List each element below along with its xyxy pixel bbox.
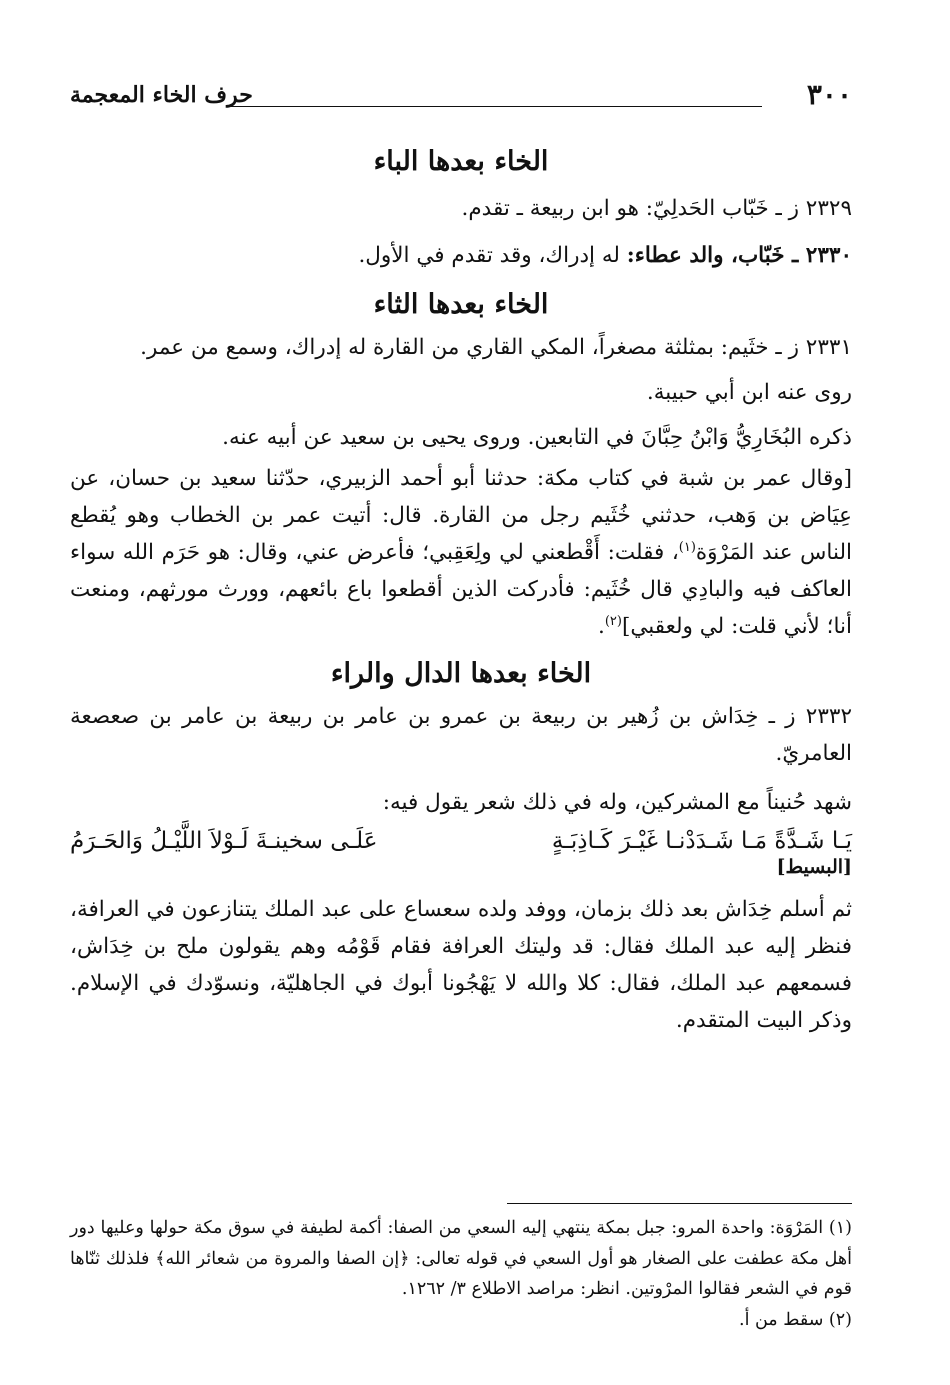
verse-first-hemistich: يَـا شَـدَّةً مَـا شَـدَدْنـا غَيْـرَ كَـاذِبَـةٍ — [551, 827, 852, 854]
verse-second-hemistich: عَلَـى سخينـةَ لَـوْلاَ اللَّيْـلُ وَالحَـرَمُ — [70, 827, 378, 854]
quote-main: [وقال عمر بن شبة في كتاب مكة: حدثنا أبو أحمد الزبيري، حدّثنا سعيد بن حسان، عن عِيَاض بن وَهب، حدثني خُثَيم رجل من القارة. قال: أتيت عمر بن الخطاب وهو يُقطع الناس عند المَرْوَة — [70, 465, 852, 565]
footnote-2: (٢) سقط من أ. — [739, 1309, 852, 1330]
book-page — [70, 78, 852, 1385]
running-title: حرف الخاء المعجمة — [70, 82, 253, 108]
section-heading-kha-tha: الخاء بعدها الثاء — [373, 288, 549, 320]
entry-2330 — [70, 238, 852, 275]
entry-2332-story: ثم أسلم خِدَاش بعد ذلك بزمان، ووفد ولده سعساع على عبد الملك يتنازعون في العرافة، فنظر إليه عبد الملك فقال: قد وليتك العرافة فقام قَوْمُه وهم يقولون ملح بن خِدَاش، فسمعهم عبد الملك، فقال: كلا والله لا يَهْجُونا أبوك في الجاهليّة، ونسوّدك في الإسلام. وذكر البيت المتقدم. — [70, 896, 852, 1033]
entry-2331-narrator: روى عنه ابن أبي حبيبة. — [646, 379, 852, 405]
footnotes — [70, 1213, 852, 1336]
page-header — [70, 78, 852, 118]
footnote-ref-1[interactable]: (١) — [678, 539, 696, 555]
section-heading-kha-dal-ra: الخاء بعدها الدال والراء — [330, 657, 592, 689]
section-heading-kha-ba: الخاء بعدها الباء — [373, 146, 549, 177]
quote-mid: ، فقلت: أَقْطعني لي ولِعَقِبي؛ فأعرض عني، وقال: هو حَرَم الله سواء العاكف فيه والبادِي قال خُثَيم: فأدركت الذين أقطعوا باع بائعهم، وورث مورثهم، ومنعت أنا؛ لأني قلت: لي ولعقبي] — [70, 539, 852, 639]
quote-end: . — [597, 613, 605, 639]
entry-2331-quote — [70, 461, 852, 646]
footnote-ref-2[interactable]: (٢) — [604, 613, 622, 629]
entry-2332: ٢٣٣٢ ز ـ خِدَاش بن زُهير بن ربيعة بن عمرو بن عامر بن ربيعة بن عامر بن صعصعة العامريّ. — [70, 703, 852, 766]
entry-2330-lead: ٢٣٣٠ ـ خَبّاب، والد عطاء: — [626, 242, 852, 268]
entry-2332-intro: شهد حُنيناً مع المشركين، وله في ذلك شعر يقول فيه: — [382, 789, 852, 815]
header-rule — [230, 106, 762, 107]
entry-2329: ٢٣٢٩ ز ـ خَبّاب الحَدلِيّ: هو ابن ربيعة ـ تقدم. — [461, 196, 852, 221]
entry-2331: ٢٣٣١ ز ـ خثَيم: بمثلثة مصغراً، المكي القاري من القارة له إدراك، وسمع من عمر. — [140, 334, 852, 360]
footnote-separator — [507, 1203, 852, 1204]
footnote-1: (١) المَرْوَة: واحدة المرو: جبل بمكة ينتهي إليه السعي من الصفا: أكمة لطيفة في سوق مكة حولها وعليها دور أهل مكة عطفت على الصغار هو أول السعي في قوله تعالى: ﴿إن الصفا والمروة من شعائر الله﴾ فلذلك ثنّاها قوم في الشعر فقالوا المرْوتين. انظر: مراصد الاطلاع ٣/ ١٢٦٢. — [70, 1218, 852, 1300]
poem-meter: [البسيط] — [776, 855, 852, 878]
entry-2330-body: له إدراك، وقد تقدم في الأول. — [358, 242, 627, 268]
page-number: ٣٠٠ — [806, 78, 852, 111]
poem-verse — [70, 828, 852, 854]
entry-2331-sources: ذكره البُخَارِيُّ وَابْنُ حِبَّانَ في التابعين. وروى يحيى بن سعيد عن أبيه عنه. — [222, 424, 852, 450]
